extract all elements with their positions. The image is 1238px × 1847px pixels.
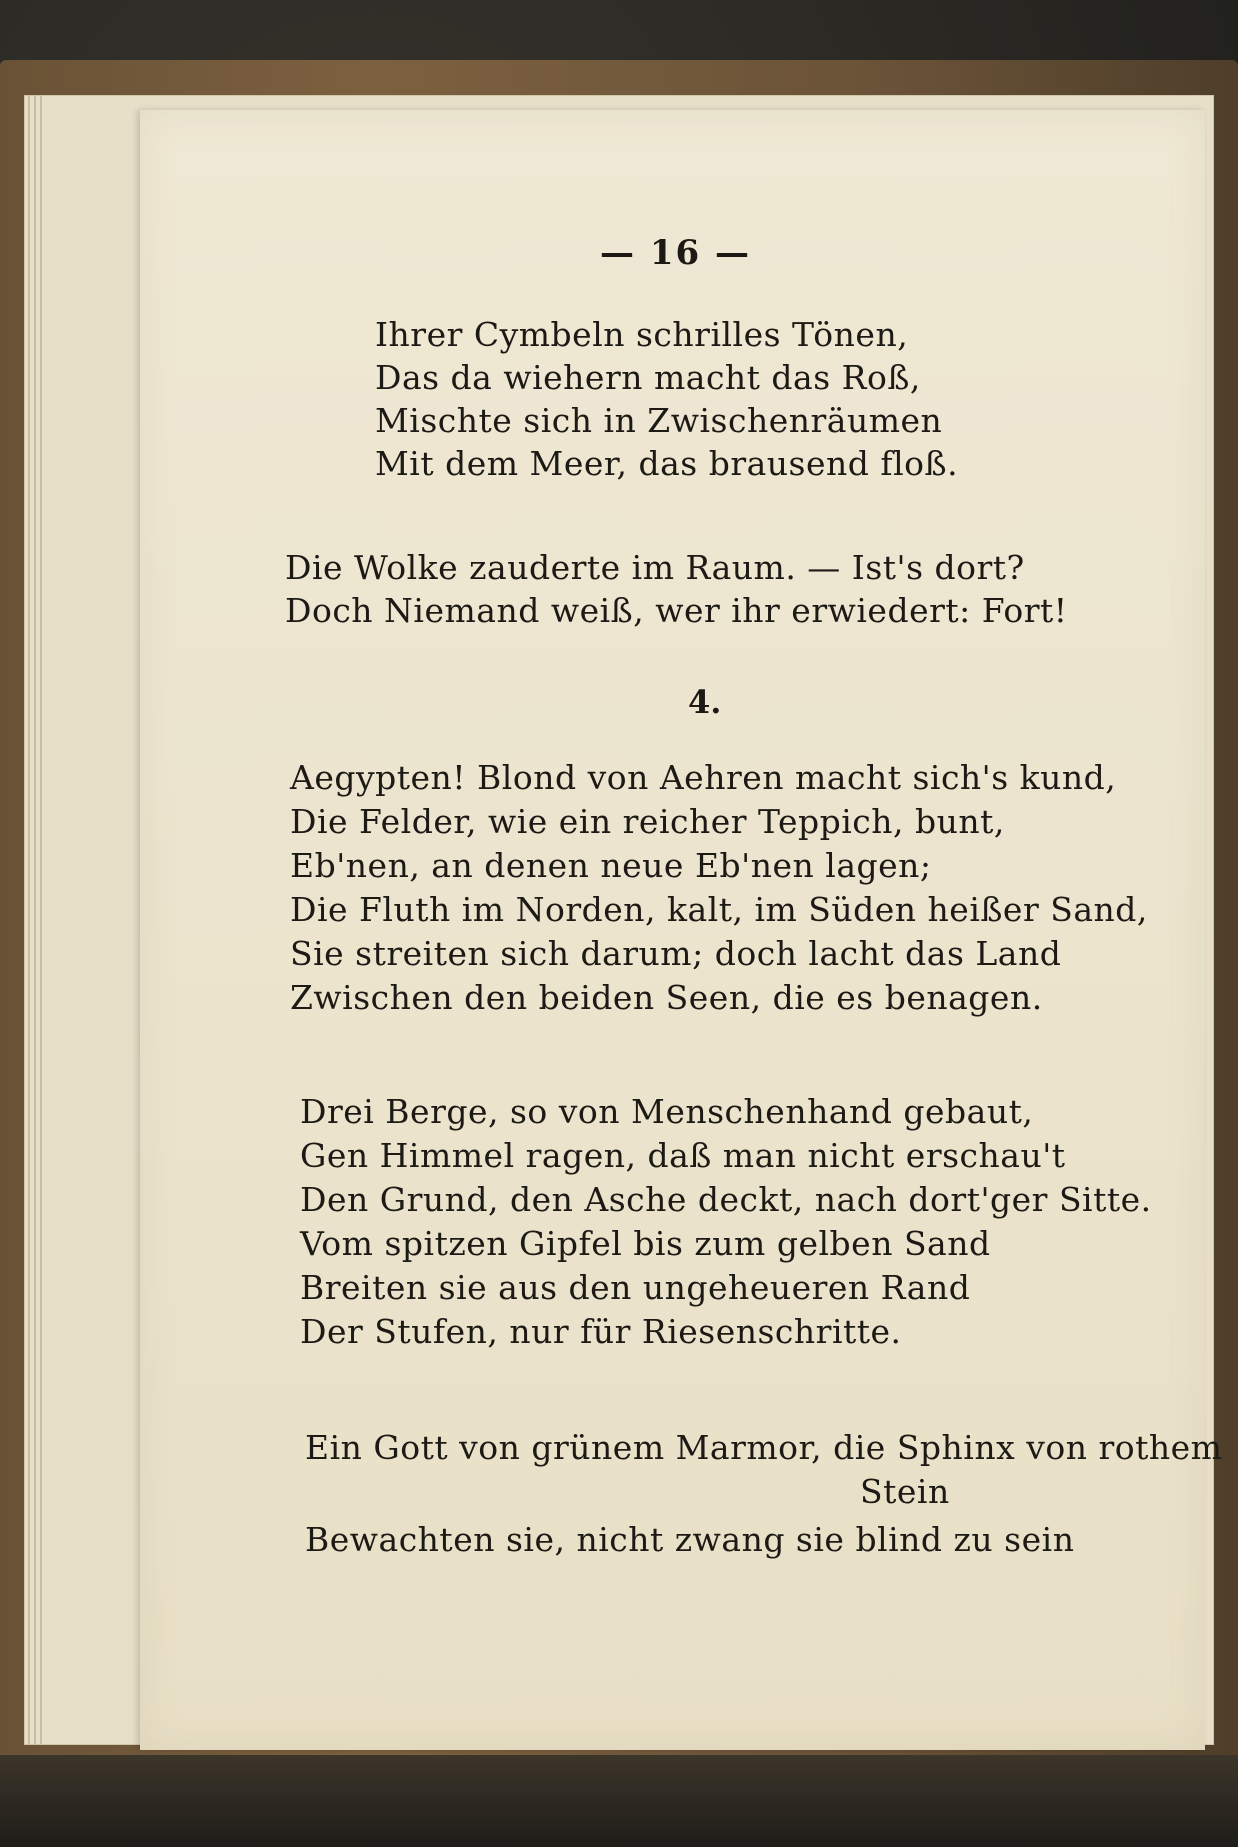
poem-line: Mischte sich in Zwischenräumen [375,401,943,440]
poem-line: Ein Gott von grünem Marmor, die Sphinx von rothem [305,1428,1223,1467]
poem-line: Die Felder, wie ein reicher Teppich, bunt, [290,802,1005,841]
poem-line: Den Grund, den Asche deckt, nach dort'ger Sitte. [300,1180,1152,1219]
poem-line: Ihrer Cymbeln schrilles Tönen, [375,315,909,354]
page-number: — 16 — [600,233,751,273]
scan-bottom-edge [0,1755,1238,1847]
page-edge [40,95,42,1745]
poem-line: Sie streiten sich darum; doch lacht das Land [290,934,1062,973]
book-page [140,110,1205,1750]
page-edge [28,95,30,1745]
poem-line: Drei Berge, so von Menschenhand gebaut, [300,1092,1034,1131]
poem-line: Breiten sie aus den ungeheueren Rand [300,1268,971,1307]
poem-line: Die Fluth im Norden, kalt, im Süden heißer Sand, [290,890,1148,929]
poem-line: Der Stufen, nur für Riesenschritte. [300,1312,902,1351]
poem-line-continuation: Stein [860,1472,950,1511]
poem-line: Das da wiehern macht das Roß, [375,358,921,397]
poem-line: Bewachten sie, nicht zwang sie blind zu sein [305,1520,1075,1559]
poem-line: Die Wolke zauderte im Raum. — Ist's dort? [285,548,1025,587]
poem-line: Vom spitzen Gipfel bis zum gelben Sand [300,1224,991,1263]
section-number: 4. [688,683,722,721]
poem-line: Zwischen den beiden Seen, die es benagen. [290,978,1043,1017]
poem-line: Doch Niemand weiß, wer ihr erwiedert: Fort! [285,591,1068,630]
poem-line: Mit dem Meer, das brausend floß. [375,444,959,483]
page-edge [34,95,36,1745]
poem-line: Eb'nen, an denen neue Eb'nen lagen; [290,846,932,885]
poem-line: Gen Himmel ragen, daß man nicht erschau't [300,1136,1066,1175]
poem-line: Aegypten! Blond von Aehren macht sich's kund, [290,758,1117,797]
